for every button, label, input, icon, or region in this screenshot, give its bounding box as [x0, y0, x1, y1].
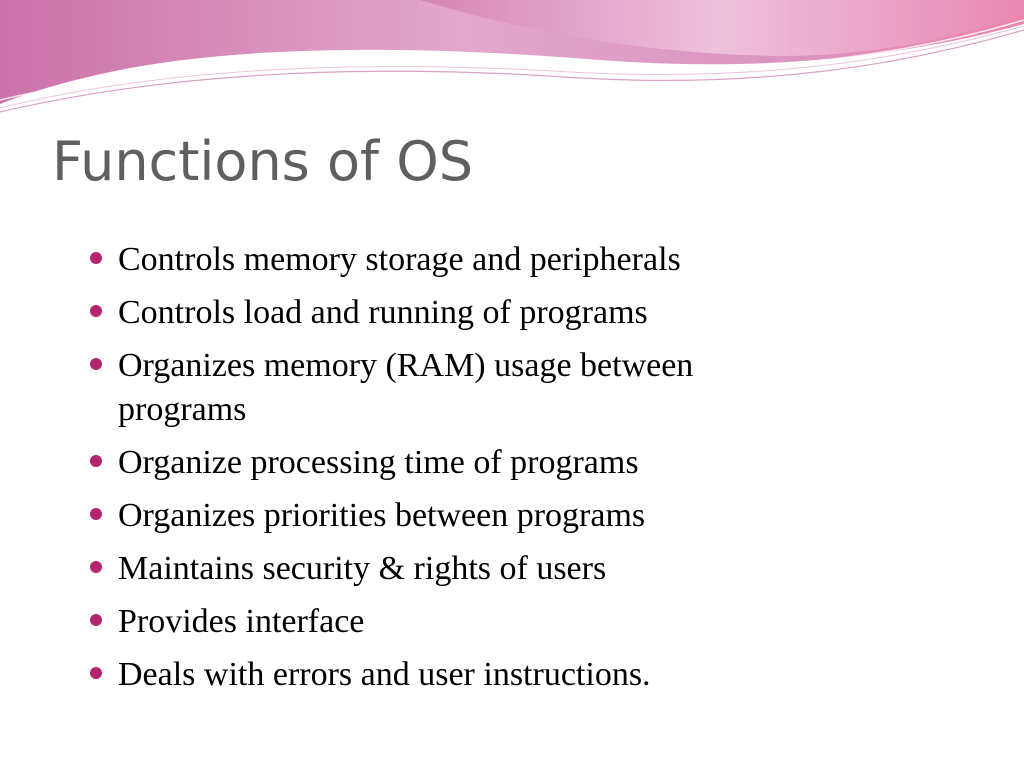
bullet-text: Organize processing time of programs: [118, 444, 639, 481]
bullet-dot-icon: [90, 252, 102, 264]
bullet-text: Controls memory storage and peripherals: [118, 241, 681, 278]
bullet-text: Provides interface: [118, 603, 365, 640]
bullet-text: Controls load and running of programs: [118, 294, 648, 331]
list-item: [88, 653, 808, 697]
list-item: [88, 547, 808, 591]
bullet-dot-icon: [90, 508, 102, 520]
bullet-text: Organizes memory (RAM) usage between programs: [118, 347, 694, 428]
bullet-dot-icon: [90, 305, 102, 317]
list-item: [88, 238, 808, 282]
bullet-dot-icon: [90, 358, 102, 370]
bullet-text: Maintains security & rights of users: [118, 550, 607, 587]
list-item: [88, 441, 808, 485]
bullet-text: Deals with errors and user instructions.: [118, 656, 651, 693]
header-wave-decoration: [0, 0, 1024, 130]
bullet-dot-icon: [90, 455, 102, 467]
bullet-dot-icon: [90, 667, 102, 679]
list-item: [88, 600, 808, 644]
slide-title: Functions of OS: [52, 130, 473, 193]
list-item: [88, 494, 808, 538]
bullet-dot-icon: [90, 614, 102, 626]
list-item: [88, 291, 808, 335]
bullet-list: [88, 238, 808, 706]
list-item: [88, 344, 808, 432]
bullet-dot-icon: [90, 561, 102, 573]
bullet-text: Organizes priorities between programs: [118, 497, 646, 534]
